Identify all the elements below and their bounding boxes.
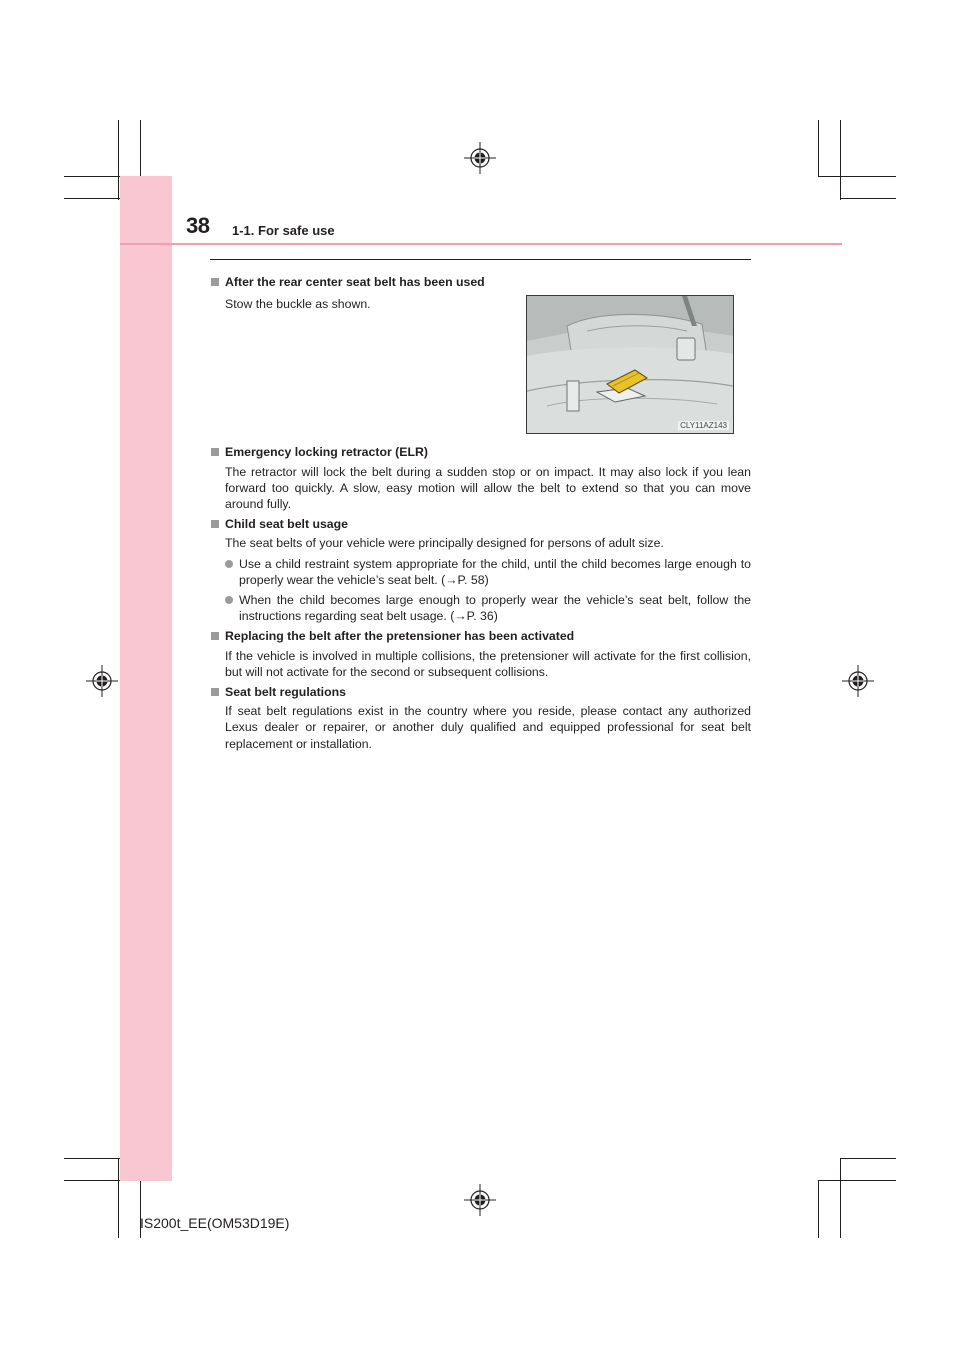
- paragraph-pretensioner: If the vehicle is involved in multiple collisions, the pretensioner will activate for the first collision, but will not activate for the second or subsequent collisions.: [225, 648, 751, 679]
- square-bullet-icon: [211, 520, 219, 528]
- square-bullet-icon: [211, 448, 219, 456]
- heading-center-seat-belt: After the rear center seat belt has been used: [210, 274, 751, 290]
- registration-mark-top: [464, 142, 496, 174]
- figure-code: CLY11AZ143: [680, 421, 727, 430]
- heading-pretensioner: Replacing the belt after the pretensioner has been activated: [210, 628, 751, 644]
- heading-regulations: Seat belt regulations: [210, 684, 751, 700]
- paragraph-child-seat-belt: The seat belts of your vehicle were principally designed for persons of adult size.: [225, 536, 664, 551]
- heading-elr: Emergency locking retractor (ELR): [210, 444, 751, 460]
- side-tab-bar: [120, 176, 172, 1181]
- round-bullet-icon: [225, 596, 233, 604]
- content-top-rule: [210, 259, 751, 260]
- registration-mark-right: [842, 665, 874, 697]
- square-bullet-icon: [211, 278, 219, 286]
- header-rule: [120, 243, 842, 245]
- figure-spacer: [210, 312, 751, 440]
- paragraph-center-seat-belt: Stow the buckle as shown.: [225, 297, 371, 312]
- round-bullet-icon: [225, 560, 233, 568]
- content-body: [210, 270, 751, 752]
- paragraph-elr: The retractor will lock the belt during a sudden stop or on impact. It may also lock if you lean forward too quickly. A slow, easy motion will allow the belt to extend so that you can move around fully.: [225, 464, 751, 512]
- bullet-child-large-enough: When the child becomes large enough to properly wear the vehicle’s seat belt, follow the instructions regarding seat belt usage. (→P. 36): [210, 592, 751, 624]
- paragraph-regulations: If seat belt regulations exist in the country where you reside, please contact any authorized Lexus dealer or repairer, or another duly qualified and equipped professional for seat belt replacement or installation.: [225, 704, 751, 751]
- bullet-child-restraint: Use a child restraint system appropriate for the child, until the child becomes large enough to properly wear the vehicle’s seat belt. (→P. 58): [210, 556, 751, 588]
- square-bullet-icon: [211, 632, 219, 640]
- page-number: 38: [186, 213, 210, 238]
- registration-mark-left: [86, 665, 118, 697]
- section-title: 1-1. For safe use: [232, 223, 335, 238]
- heading-child-seat-belt: Child seat belt usage: [210, 516, 751, 532]
- registration-mark-bottom: [464, 1184, 496, 1216]
- footer-model-code: IS200t_EE(OM53D19E): [140, 1215, 290, 1231]
- square-bullet-icon: [211, 688, 219, 696]
